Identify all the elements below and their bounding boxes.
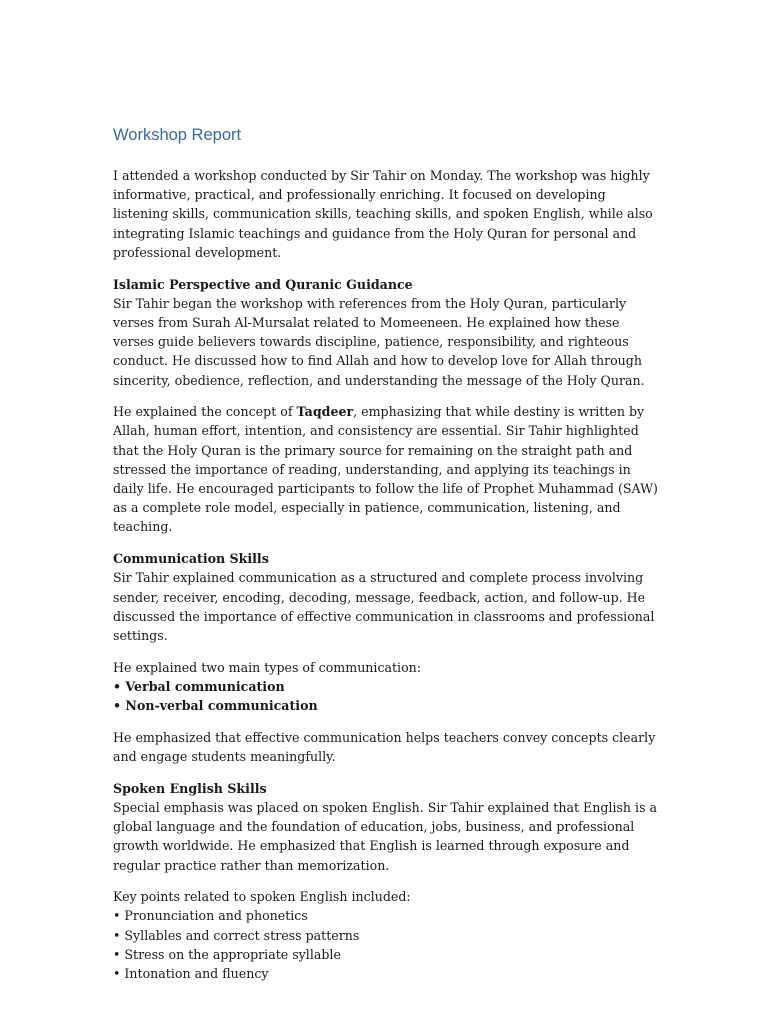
communication-section	[113, 549, 661, 645]
key-points-intro: Key points related to spoken English included:	[113, 889, 411, 905]
communication-paragraph-1: Sir Tahir explained communication as a structured and complete process involving sender, receiver, encoding, decoding, message, feedback, action, and follow-up. He discussed the importance of effective communication in classrooms and professional settings.	[113, 570, 655, 643]
spoken-english-section	[113, 779, 661, 875]
document-title: Workshop Report	[113, 126, 242, 144]
taqdeer-rest-text: , emphasizing that while destiny is written by Allah, human effort, intention, and consistency are essential. Sir Tahir highlighted that the Holy Quran is the primary source for remaining on the straight path and stressed the importance of reading, understanding, and applying its teachings in daily life. He encouraged participants to follow the life of Prophet Muhammad (SAW) as a complete role model, especially in patience, communication, listening, and teaching.	[113, 404, 658, 535]
taqdeer-term: Taqdeer	[296, 404, 354, 420]
taqdeer-intro-text: He explained the concept of	[113, 404, 297, 420]
list-item: • Stress on the appropriate syllable	[113, 946, 341, 962]
list-item: • Syllables and correct stress patterns	[113, 927, 360, 943]
communication-paragraph-3: He emphasized that effective communication helps teachers convey concepts clearly and engage students meaningfully.	[113, 729, 656, 764]
spoken-english-paragraph-1: Special emphasis was placed on spoken English. Sir Tahir explained that English is a global language and the foundation of education, jobs, business, and professional growth worldwide. He emphasized that English is learned through exposure and regular practice rather than memorization.	[113, 799, 658, 873]
communication-types	[113, 658, 661, 716]
islamic-paragraph-1: Sir Tahir began the workshop with references from the Holy Quran, particularly verses from Surah Al-Mursalat related to Momeeneen. He explained how these verses guide believers towards discipline, patience, responsibility, and righteous conduct. He discussed how to find Allah and how to develop love for Allah through sincerity, obedience, reflection, and understanding the message of the Holy Quran.	[113, 295, 645, 388]
section-heading-islamic: Islamic Perspective and Quranic Guidance	[113, 276, 413, 292]
intro-paragraph: I attended a workshop conducted by Sir Tahir on Monday. The workshop was highly informative, practical, and professionally enriching. It focused on developing listening skills, communication skills, teaching skills, and spoken English, while also integrating Islamic teachings and guidance from the Holy Quran for personal and professional development.	[113, 168, 653, 260]
section-heading-communication: Communication Skills	[113, 551, 269, 567]
spoken-english-key-points	[113, 887, 661, 983]
document-page	[113, 124, 661, 983]
islamic-section	[113, 275, 661, 390]
communication-types-intro: He explained two main types of communication:	[113, 659, 422, 675]
list-item: • Verbal communication	[113, 678, 285, 694]
list-item: • Intonation and fluency	[113, 966, 269, 982]
list-item: • Pronunciation and phonetics	[113, 908, 308, 924]
section-heading-spoken-english: Spoken English Skills	[113, 780, 267, 796]
islamic-paragraph-2	[113, 402, 661, 536]
list-item: • Non-verbal communication	[113, 698, 318, 714]
